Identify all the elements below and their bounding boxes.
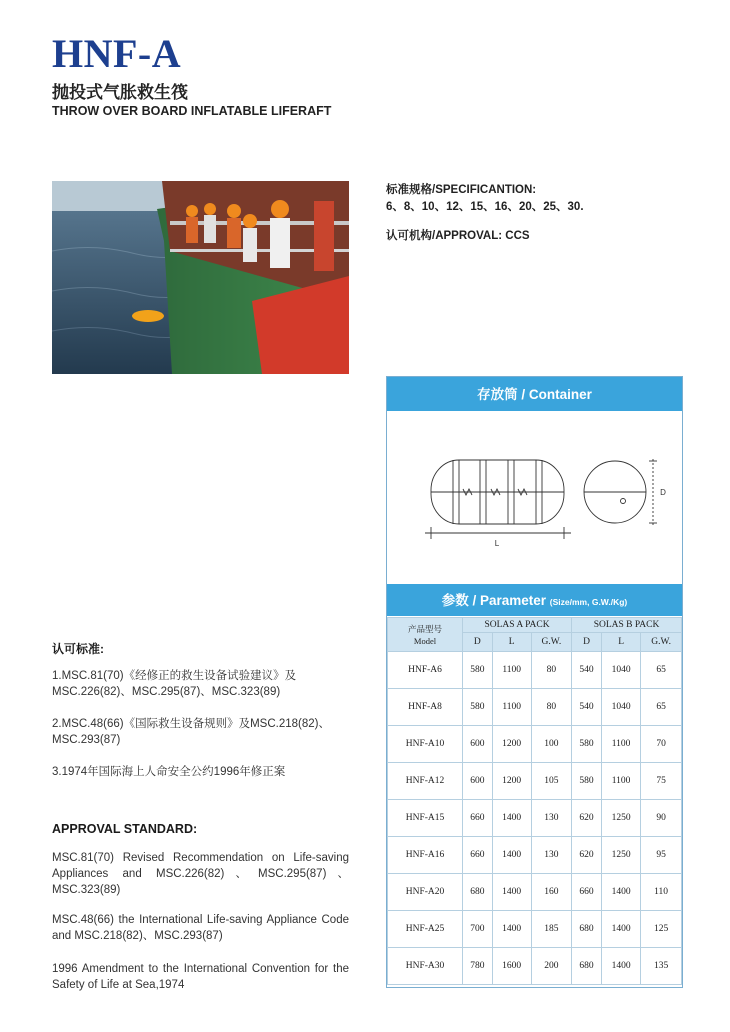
value-cell: 80 [531, 652, 571, 689]
standard-en-item: MSC.81(70) Revised Recommendation on Life-saving Appliances and MSC.226(82)、MSC.295(87)、MSC.323(89) [52, 852, 349, 896]
value-cell: 700 [463, 911, 493, 948]
value-cell: 1100 [492, 652, 531, 689]
value-cell: 110 [641, 874, 682, 911]
value-cell: 70 [641, 726, 682, 763]
table-row [388, 948, 682, 985]
value-cell: 660 [572, 874, 602, 911]
value-cell: 1400 [492, 874, 531, 911]
model-cell: HNF-A6 [388, 652, 463, 689]
table-row [388, 763, 682, 800]
container-drawing [415, 451, 675, 551]
value-cell: 580 [572, 726, 602, 763]
subheader-cell: L [492, 633, 531, 652]
liferaft-deployment-photo [52, 181, 349, 374]
standard-en-item: 1996 Amendment to the International Convention for the Safety of Life at Sea,1974 [52, 963, 349, 991]
value-cell: 75 [641, 763, 682, 800]
length-label: L [494, 539, 500, 548]
value-cell: 620 [572, 837, 602, 874]
subheader-cell: G.W. [531, 633, 571, 652]
model-cell: HNF-A8 [388, 689, 463, 726]
value-cell: 660 [463, 800, 493, 837]
diameter-label: D [660, 488, 666, 497]
model-cell: HNF-A12 [388, 763, 463, 800]
value-cell: 1600 [492, 948, 531, 985]
parameter-unit-note: (Size/mm, G.W./Kg) [549, 597, 628, 607]
value-cell: 130 [531, 800, 571, 837]
value-cell: 1400 [601, 948, 640, 985]
value-cell: 100 [531, 726, 571, 763]
value-cell: 1040 [601, 652, 640, 689]
value-cell: 200 [531, 948, 571, 985]
value-cell: 600 [463, 763, 493, 800]
specification-values: 6、8、10、12、15、16、20、25、30. [386, 201, 584, 213]
value-cell: 130 [531, 837, 571, 874]
value-cell: 680 [572, 948, 602, 985]
model-cell: HNF-A25 [388, 911, 463, 948]
subheader-cell: D [572, 633, 602, 652]
subheader-cell: L [601, 633, 640, 652]
parameter-body [388, 652, 682, 985]
solas-b-header: SOLAS B PACK [572, 618, 682, 633]
table-row [388, 689, 682, 726]
model-cell: HNF-A15 [388, 800, 463, 837]
value-cell: 540 [572, 652, 602, 689]
value-cell: 95 [641, 837, 682, 874]
product-title: HNF-A [52, 31, 182, 76]
value-cell: 1400 [492, 800, 531, 837]
value-cell: 680 [572, 911, 602, 948]
model-header-en: Model [413, 635, 437, 646]
value-cell: 65 [641, 652, 682, 689]
subheader-cell: D [463, 633, 493, 652]
value-cell: 1100 [492, 689, 531, 726]
standards-en-title: APPROVAL STANDARD: [52, 822, 198, 836]
parameter-heading [387, 584, 682, 616]
value-cell: 580 [463, 689, 493, 726]
approval-line: 认可机构/APPROVAL: CCS [386, 230, 530, 242]
value-cell: 80 [531, 689, 571, 726]
value-cell: 780 [463, 948, 493, 985]
standard-cn-item: 3.1974年国际海上人命安全公约1996年修正案 [52, 766, 286, 778]
table-row [388, 726, 682, 763]
value-cell: 1400 [601, 911, 640, 948]
model-cell: HNF-A16 [388, 837, 463, 874]
value-cell: 580 [463, 652, 493, 689]
value-cell: 1200 [492, 763, 531, 800]
value-cell: 620 [572, 800, 602, 837]
container-parameter-panel [386, 376, 683, 988]
value-cell: 185 [531, 911, 571, 948]
value-cell: 1400 [492, 837, 531, 874]
model-cell: HNF-A20 [388, 874, 463, 911]
value-cell: 580 [572, 763, 602, 800]
table-row [388, 911, 682, 948]
table-row [388, 874, 682, 911]
table-row [388, 800, 682, 837]
parameter-title: 参数 / Parameter [441, 593, 547, 608]
value-cell: 125 [641, 911, 682, 948]
product-subtitle-en: THROW OVER BOARD INFLATABLE LIFERAFT [52, 104, 332, 118]
model-column-header [388, 618, 463, 652]
value-cell: 65 [641, 689, 682, 726]
specification-block [386, 182, 686, 245]
value-cell: 1400 [492, 911, 531, 948]
specification-label: 标准规格/SPECIFICANTION: [386, 184, 537, 196]
solas-a-header: SOLAS A PACK [463, 618, 572, 633]
standard-cn-item: 2.MSC.48(66)《国际救生设备规则》及MSC.218(82)、MSC.293(87) [52, 718, 330, 746]
standard-en-item: MSC.48(66) the International Life-saving Appliance Code and MSC.218(82)、MSC.293(87) [52, 914, 349, 942]
container-heading: 存放筒 / Container [387, 377, 682, 411]
value-cell: 1400 [601, 874, 640, 911]
table-row [388, 837, 682, 874]
standards-cn-title: 认可标准: [52, 642, 104, 656]
value-cell: 1100 [601, 763, 640, 800]
subheader-cell: G.W. [641, 633, 682, 652]
value-cell: 1100 [601, 726, 640, 763]
standard-cn-item: 1.MSC.81(70)《经修正的救生设备试验建议》及MSC.226(82)、MSC.295(87)、MSC.323(89) [52, 670, 297, 698]
value-cell: 160 [531, 874, 571, 911]
value-cell: 1250 [601, 800, 640, 837]
value-cell: 135 [641, 948, 682, 985]
value-cell: 660 [463, 837, 493, 874]
parameter-table [387, 617, 682, 985]
value-cell: 1040 [601, 689, 640, 726]
model-header-cn: 产品型号 [407, 623, 442, 634]
value-cell: 680 [463, 874, 493, 911]
table-row [388, 652, 682, 689]
value-cell: 600 [463, 726, 493, 763]
value-cell: 105 [531, 763, 571, 800]
value-cell: 1250 [601, 837, 640, 874]
model-cell: HNF-A10 [388, 726, 463, 763]
model-cell: HNF-A30 [388, 948, 463, 985]
value-cell: 90 [641, 800, 682, 837]
value-cell: 540 [572, 689, 602, 726]
value-cell: 1200 [492, 726, 531, 763]
product-subtitle-cn: 抛投式气胀救生筏 [52, 83, 188, 102]
